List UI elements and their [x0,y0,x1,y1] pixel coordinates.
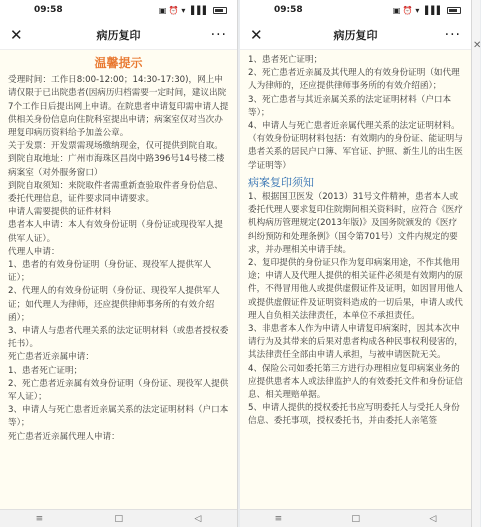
status-icons [159,6,227,15]
text-paragraph: 1、根据国卫医发（2013）31号文件精神，患者本人或委托代理人要求复印住院期间相关资料时，应符合《医疗机构病历管理规定(2013年版)》及国务院颁发的《医疗纠纷预防和处理条例》（国令第701号）文件内规定的要求，并办理相关申请手续。 [248,192,463,255]
text-paragraph: 1、患者的有效身份证明（身份证、现役军人提供军人证）； [8,260,212,284]
system-nav-bar [0,509,237,527]
menu-icon[interactable]: ≡ [274,513,283,524]
status-icons [393,6,461,15]
status-time: 09:58 [274,5,303,15]
text-paragraph: 到院自取地址：广州市海珠区昌岗中路396号14号楼二楼病案室（对外服务窗口） [8,154,225,178]
system-nav-bar [240,509,471,527]
adjacent-screen-edge [472,0,480,527]
nav-bar [0,20,237,50]
battery-icon [447,7,461,14]
menu-icon[interactable]: ≡ [35,513,44,524]
text-paragraph: 3、申请人与死亡患者近亲属关系的法定证明材料（户口本等）； [8,405,229,429]
text-paragraph: 到院自取须知：来院取件者需重新查验取件者身份信息、委托代理信息，证件要求同申请要求。 [8,180,223,205]
phone-screen-right [240,0,472,527]
text-paragraph: 5、申请人提供的授权委托书应写明委托人与受托人身份信息、委托事项，授权委托书，并由委托人亲笔签 [248,403,460,427]
home-icon[interactable]: □ [351,513,361,524]
text-paragraph: 2、代理人的有效身份证明（身份证、现役军人提供军人证；如代理人为律师，还应提供律师事务所的有效介绍函）； [8,286,220,323]
right-text-top [248,54,463,173]
text-paragraph: 2、复印提供的身份证只作为复印病案用途，不作其他用途；申请人及代理人提供的相关证件必须是有效期内的原件，不得冒用他人或提供虚假证件及证明，如因冒用他人或提供虚假证件及证明资料造成的一切后果，申请人或代理人自负相关法律责任，本单位不承担责任。 [248,258,463,321]
text-paragraph: 申请人需要提供的证件材料 [8,207,112,218]
text-paragraph: （有效身份证明材料包括：有效期内的身份证、能证明与患者关系的居民户口簿、军官证、护照、新生儿的出生医学证明等） [248,134,463,171]
left-text-body [8,74,229,444]
text-paragraph: 2、死亡患者近亲属及其代理人的有效身份证明（如代理人为律师的，还应提供律师事务所的有效介绍函）； [248,68,460,92]
status-time: 09:58 [34,5,63,15]
text-paragraph: 受理时间：工作日8:00-12:00；14:30-17:30)，网上申请仅限于已出院患者(因病历归档需要一定时间，建议出院7个工作日后提出网上申请。在院患者申请复印需申请人提供相关身份信息向住院科室提出申请；病案室仅对当次办理复印病历资料给予加盖公章。 [8,75,229,139]
close-icon[interactable]: ✕ [250,25,263,44]
status-bar [0,0,237,20]
text-paragraph: 患者本人申请：本人有效身份证明（身份证或现役军人提供军人证）。 [8,220,223,244]
copy-notice-heading: 病案复印须知 [248,175,314,189]
close-icon[interactable]: ✕ [10,25,23,44]
home-icon[interactable]: □ [114,513,124,524]
close-icon: ✕ [473,40,481,51]
text-paragraph: 4、保险公司如委托第三方进行办理相应复印病案业务的应提供患者本人或法律监护人的有效委托文件和身份证信息、相关理赔单据。 [248,363,463,401]
more-options-icon[interactable]: ··· [210,26,227,43]
status-icon-group: ▣ ⏰ ▾ ▐▐ ▌ [392,5,443,15]
text-paragraph: 死亡患者近亲属申请： [8,352,94,363]
text-paragraph: 死亡患者近亲属代理人申请： [8,431,120,442]
text-paragraph: 4、申请人与死亡患者近亲属代理关系的法定证明材料。 [248,121,460,132]
text-paragraph: 代理人申请： [8,246,60,257]
back-icon[interactable]: ◁ [429,513,437,524]
nav-bar [240,20,471,50]
right-text-bottom [248,191,463,429]
more-options-icon[interactable]: ··· [444,26,461,43]
left-content [0,50,237,444]
page-title: 病历复印 [333,28,378,42]
text-paragraph: 2、死亡患者近亲属有效身份证明（身份证、现役军人提供军人证）； [8,378,229,403]
status-icon-group: ▣ ⏰ ▾ ▐▐ ▌ [158,5,209,15]
phone-screen-left [0,0,238,527]
text-paragraph: 1、患者死亡证明； [8,365,83,376]
page-title: 病历复印 [96,28,141,42]
status-bar [240,0,471,20]
text-paragraph: 3、非患者本人作为申请人申请复印病案时，因其本次申请行为及其带来的后果对患者构成各种民事权利侵害的，其法律责任全部由申请人承担，与被申请医院无关。 [248,324,463,361]
notice-heading: 温馨提示 [94,56,143,70]
text-paragraph: 关于发票：开发票需现场缴纳现金，仅可提供到院自取。 [8,141,223,152]
text-paragraph: 1、患者死亡证明； [248,55,323,65]
right-content [240,50,471,429]
text-paragraph: 3、申请人与患者代理关系的法定证明材料（或患者授权委托书）。 [8,326,229,350]
back-icon[interactable]: ◁ [194,513,202,524]
text-paragraph: 3、死亡患者与其近亲属关系的法定证明材料（户口本等）； [248,94,452,118]
battery-icon [213,7,227,14]
